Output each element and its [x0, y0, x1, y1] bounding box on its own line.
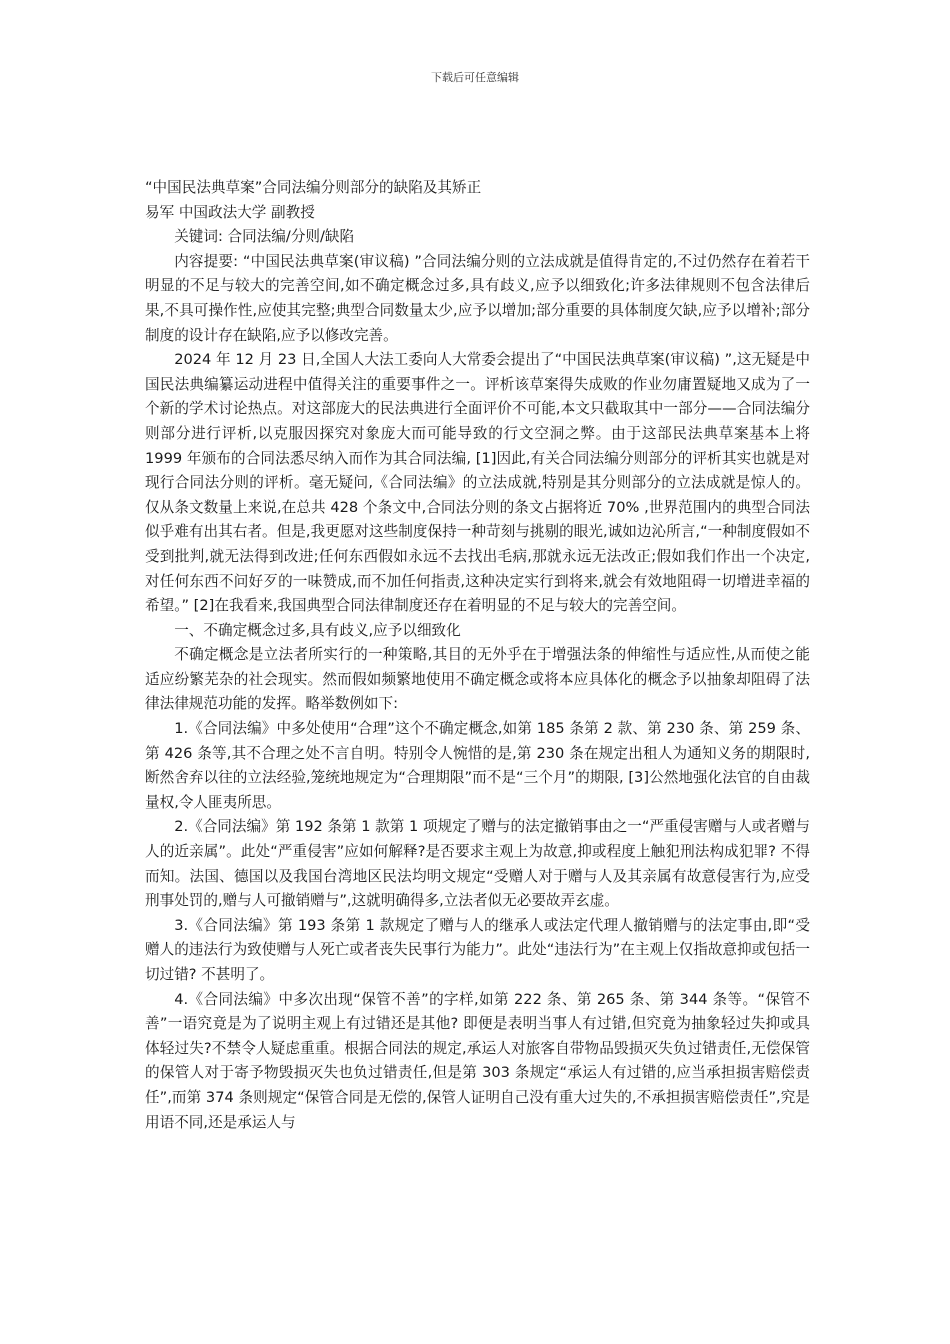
author-line: 易军 中国政法大学 副教授 — [145, 203, 315, 221]
list-item: 4.《合同法编》中多次出现“保管不善”的字样,如第 222 条、第 265 条、第 344 条等。“保管不善”一语究竟是为了说明主观上有过错还是其他? 即便是表明当事人有过错,但究竟为抽象轻过失抑或具体轻过失?不禁令人疑虑重重。根据合同法的规定,承运人对旅客自带物品毁损灭失负过错责任,无偿保管的保管人对于寄予物毁损灭失也负过错责任,但是第 303 条规定“承运人有过错的,应当承担损害赔偿责任”,而第 374 条则规定“保管合同是无偿的,保管人证明自己没有重大过失的,不承担损害赔偿责任”,究是用语不同,还是承运人与 — [145, 990, 810, 1131]
list-item: 1.《合同法编》中多处使用“合理”这个不确定概念,如第 185 条第 2 款、第 230 条、第 259 条、第 426 条等,其不合理之处不言自明。特别令人惋惜的是,第 230 条在规定出租人为通知义务的期限时,断然舍弃以往的立法经验,笼统地规定为“合理期限”而不是“三个月”的期限, [3]公然地强化法官的自由裁量权,令人匪夷所思。 — [145, 720, 810, 811]
abstract: 内容提要: “中国民法典草案(审议稿) ”合同法编分则的立法成就是值得肯定的,不过仍然存在着若干明显的不足与较大的完善空间,如不确定概念过多,具有歧义,应予以细致化;许多法律规则不包含法律后果,不具可操作性,应使其完整;典型合同数量太少,应予以增加;部分重要的具体制度欠缺,应予以增补;部分制度的设计存在缺陷,应予以修改完善。 — [145, 252, 810, 344]
document-title: “中国民法典草案”合同法编分则部分的缺陷及其矫正 — [145, 179, 482, 196]
list-item: 2.《合同法编》第 192 条第 1 款第 1 项规定了赠与的法定撤销事由之一“严重侵害赠与人或者赠与人的近亲属”。此处“严重侵害”应如何解释?是否要求主观上为故意,抑或程度上触犯刑法构成犯罪? 不得而知。法国、德国以及我国台湾地区民法均明文规定“受赠人对于赠与人及其亲属有故意侵害行为,应受刑事处罚的,赠与人可撤销赠与”,这就明确得多,立法者似无必要故弄玄虚。 — [145, 818, 810, 910]
section-intro-paragraph: 不确定概念是立法者所实行的一种策略,其目的无外乎在于增强法条的伸缩性与适应性,从而使之能适应纷繁芜杂的社会现实。然而假如频繁地使用不确定概念或将本应具体化的概念予以抽象却阻碍了法律法律规范功能的发挥。略举数例如下: — [145, 646, 810, 713]
list-item: 3.《合同法编》第 193 条第 1 款规定了赠与人的继承人或法定代理人撤销赠与的法定事由,即“受赠人的违法行为致使赠与人死亡或者丧失民事行为能力”。此处“违法行为”在主观上仅指故意抑或包括一切过错? 不甚明了。 — [145, 916, 810, 983]
section-heading: 一、不确定概念过多,具有歧义,应予以细致化 — [174, 621, 461, 639]
page-header: 下载后可任意编辑 — [431, 71, 519, 84]
document-body — [145, 176, 810, 1135]
keywords: 关键词: 合同法编/分则/缺陷 — [174, 228, 355, 246]
intro-paragraph: 2024 年 12 月 23 日,全国人大法工委向人大常委会提出了“中国民法典草案(审议稿) ”,这无疑是中国民法典编纂运动进程中值得关注的重要事件之一。评析该草案得失成败的作业勿庸置疑地又成为了一个新的学术讨论热点。对这部庞大的民法典进行全面评价不可能,本文只截取其中一部分——合同法编分则部分进行评析,以克服因探究对象庞大而可能导致的行文空洞之弊。由于这部民法典草案基本上将 1999 年颁布的合同法悉尽纳入而作为其合同法编, [1]因此,有关合同法编分则部分的评析其实也就是对现行合同法分则的评析。毫无疑问,《合同法编》的立法成就,特别是其分则部分的立法成就是惊人的。仅从条文数量上来说,在总共 428 个条文中,合同法分则的条文占据将近 70% ,世界范围内的典型合同法似乎难有出其右者。但是,我更愿对这些制度保持一种苛刻与挑剔的眼光,诚如边沁所言,“一种制度假如不受到批判,就无法得到改进;任何东西假如永远不去找出毛病,那就永远无法改正;假如我们作出一个决定,对任何东西不问好歹的一味赞成,而不加任何指责,这种决定实行到将来,就会有效地阻碍一切增进幸福的希望。” [2]在我看来,我国典型合同法律制度还存在着明显的不足与较大的完善空间。 — [145, 351, 810, 615]
